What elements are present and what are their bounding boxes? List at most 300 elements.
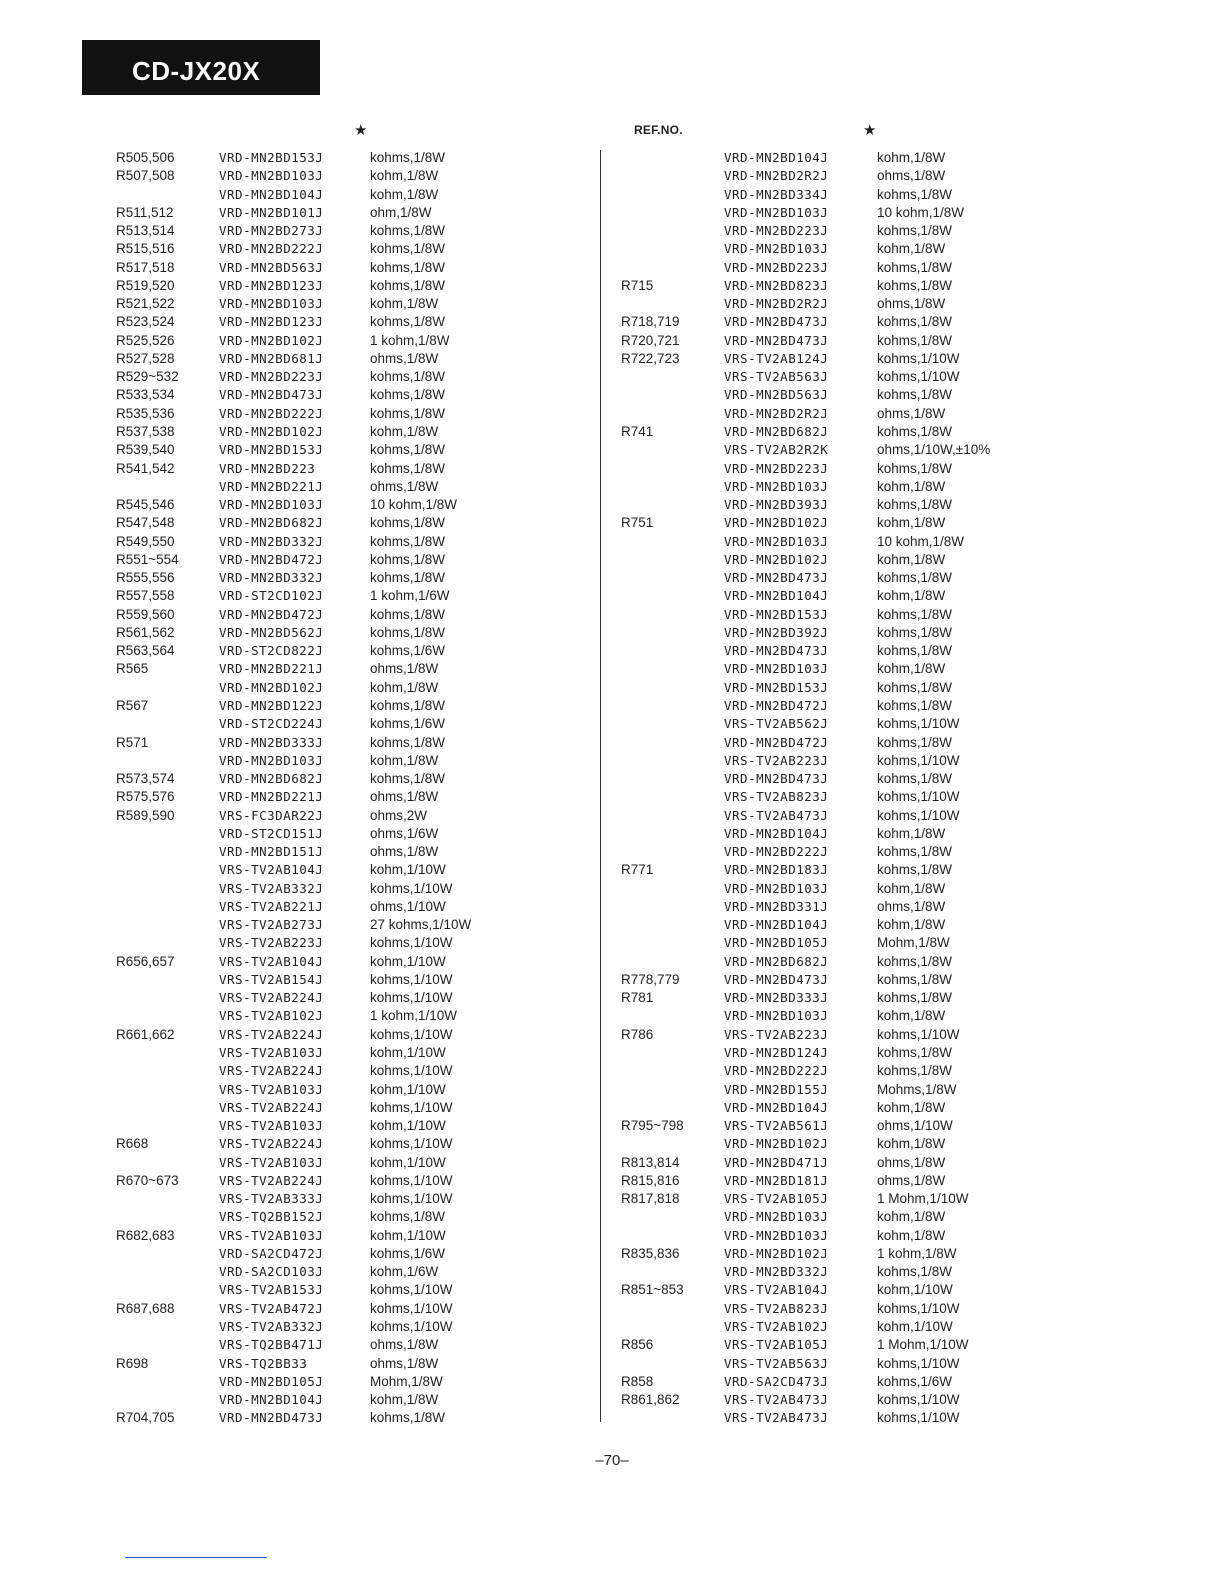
description: kohm,1/8W	[370, 296, 439, 312]
description: kohm,1/8W	[877, 1008, 946, 1024]
description: ohms,1/10W	[370, 898, 446, 914]
ref-no: R670~673	[116, 1172, 179, 1188]
description: kohms,1/10W	[877, 1410, 960, 1426]
description: ohms,1/8W	[370, 1337, 439, 1353]
parts-row	[601, 423, 1221, 441]
part-no: VRD-MN2BD333J	[219, 734, 324, 750]
part-no: VRD-MN2BD102J	[724, 1245, 829, 1261]
part-no: VRS-TV2AB102J	[724, 1319, 829, 1334]
description: kohms,1/8W	[370, 150, 446, 165]
part-no: VRS-TV2AB104J	[724, 1282, 829, 1298]
part-no: VRS-TV2AB153J	[219, 1282, 324, 1298]
part-no: VRD-MN2BD222J	[219, 405, 324, 421]
description: kohm,1/8W	[877, 515, 946, 531]
parts-row	[0, 1208, 600, 1226]
part-no: VRD-MN2BD473J	[724, 971, 829, 987]
parts-row	[0, 916, 600, 934]
description: ohms,1/8W	[877, 168, 946, 184]
parts-row	[601, 1318, 1221, 1336]
part-no: VRD-MN2BD334J	[724, 186, 829, 202]
description: kohms,1/8W	[370, 241, 446, 257]
part-no: VRD-MN2BD102J	[219, 332, 324, 348]
description: kohm,1/10W	[370, 953, 446, 969]
ref-no: R668	[116, 1136, 149, 1152]
description: kohms,1/8W	[370, 1410, 446, 1426]
parts-row	[601, 734, 1221, 752]
part-no: VRD-MN2BD123J	[219, 277, 324, 293]
ref-no: R786	[621, 1026, 654, 1042]
part-no: VRS-TV2AB103J	[219, 1045, 324, 1061]
ref-no: R563,564	[116, 643, 175, 659]
part-no: VRD-MN2BD332J	[219, 570, 324, 586]
part-no: VRS-TV2AB103J	[219, 1118, 324, 1134]
ref-no: R555,556	[116, 570, 175, 586]
description: kohm,1/6W	[370, 1264, 439, 1280]
part-no: VRS-TV2AB823J	[724, 1300, 829, 1316]
ref-no: R835,836	[621, 1245, 680, 1261]
model-title: CD-JX20X	[82, 40, 320, 95]
description: kohms,1/8W	[370, 223, 446, 239]
parts-list-right	[601, 149, 1221, 1428]
part-no: VRD-MN2BD393J	[724, 497, 829, 513]
part-no: VRD-MN2BD471J	[724, 1154, 829, 1170]
part-no: VRD-MN2BD102J	[724, 515, 829, 531]
parts-row	[601, 1245, 1221, 1263]
parts-row	[0, 1135, 600, 1153]
ref-no: R858	[621, 1373, 654, 1389]
part-no: VRD-MN2BD273J	[219, 223, 324, 239]
part-no: VRS-TV2AB154J	[219, 971, 324, 987]
part-no: VRD-MN2BD103J	[219, 296, 324, 312]
part-no: VRD-MN2BD153J	[724, 679, 829, 695]
ref-no: R559,560	[116, 606, 175, 622]
description: kohms,1/8W	[370, 1209, 446, 1225]
part-no: VRD-MN2BD122J	[219, 697, 324, 713]
description: kohms,1/8W	[877, 606, 953, 622]
description: kohm,1/10W	[370, 862, 446, 878]
parts-row	[0, 1190, 600, 1208]
ref-no: R551~554	[116, 551, 179, 567]
parts-row	[0, 880, 600, 898]
parts-row	[601, 752, 1221, 770]
description: kohms,1/8W	[877, 314, 953, 330]
ref-no: R539,540	[116, 442, 175, 458]
footer-rule	[125, 1557, 267, 1558]
parts-row	[0, 423, 600, 441]
ref-no: R720,721	[621, 332, 680, 348]
description: kohms,1/8W	[877, 1063, 953, 1079]
parts-row	[601, 1062, 1221, 1080]
ref-no: R661,662	[116, 1026, 175, 1042]
ref-no: R778,779	[621, 971, 680, 987]
parts-row	[0, 1263, 600, 1281]
parts-row	[0, 551, 600, 569]
parts-row	[0, 1300, 600, 1318]
description: ohms,1/8W	[877, 1172, 946, 1188]
parts-row	[601, 496, 1221, 514]
parts-row	[0, 1245, 600, 1263]
parts-row	[0, 186, 600, 204]
parts-row	[601, 825, 1221, 843]
description: 1 kohm,1/8W	[877, 1245, 957, 1261]
description: kohm,1/10W	[877, 1319, 953, 1334]
description: 27 kohms,1/10W	[370, 917, 472, 933]
description: kohms,1/8W	[877, 697, 953, 713]
description: ohms,1/6W	[370, 825, 439, 841]
description: kohm,1/8W	[370, 752, 439, 768]
parts-row	[0, 734, 600, 752]
part-no: VRD-MN2BD222J	[219, 241, 324, 257]
part-no: VRD-MN2BD2R2J	[724, 168, 829, 184]
parts-row	[601, 715, 1221, 733]
parts-row	[601, 898, 1221, 916]
description: kohms,1/8W	[877, 734, 953, 750]
parts-row	[601, 880, 1221, 898]
ref-no: R718,719	[621, 314, 680, 330]
parts-row	[601, 240, 1221, 258]
part-no: VRS-TV2AB333J	[219, 1191, 324, 1207]
description: kohm,1/8W	[877, 1209, 946, 1225]
parts-row	[601, 1355, 1221, 1373]
description: kohms,1/8W	[877, 844, 953, 860]
description: kohms,1/10W	[370, 1136, 453, 1152]
description: kohm,1/8W	[877, 661, 946, 677]
part-no: VRD-MN2BD104J	[724, 588, 829, 604]
ref-no: R527,528	[116, 350, 175, 366]
part-no: VRD-MN2BD223J	[724, 223, 829, 239]
description: kohms,1/10W	[877, 1300, 960, 1316]
description: ohms,1/10W	[877, 1118, 953, 1134]
part-no: VRD-MN2BD472J	[724, 697, 829, 713]
description: kohms,1/8W	[877, 643, 953, 659]
parts-row	[0, 259, 600, 277]
description: ohms,1/8W	[370, 789, 439, 805]
description: kohms,1/8W	[370, 442, 446, 458]
description: kohm,1/8W	[877, 478, 946, 494]
part-no: VRS-TQ2BB471J	[219, 1337, 324, 1353]
parts-row	[0, 989, 600, 1007]
parts-row	[0, 1044, 600, 1062]
description: 1 kohm,1/6W	[370, 588, 450, 604]
parts-row	[0, 898, 600, 916]
description: kohms,1/8W	[877, 624, 953, 640]
part-no: VRD-MN2BD102J	[724, 551, 829, 567]
description: kohms,1/10W	[370, 880, 453, 896]
page-number: –70–	[595, 1452, 629, 1469]
ref-no: R861,862	[621, 1392, 680, 1408]
ref-no: R511,512	[116, 204, 174, 220]
parts-row	[601, 222, 1221, 240]
description: kohms,1/6W	[370, 716, 446, 732]
part-no: VRD-MN2BD332J	[219, 533, 324, 549]
part-no: VRD-MN2BD333J	[724, 990, 829, 1006]
parts-row	[601, 460, 1221, 478]
description: ohms,1/8W	[877, 296, 946, 312]
part-no: VRD-ST2CD224J	[219, 716, 324, 732]
part-no: VRS-TV2AB223J	[724, 1026, 829, 1042]
parts-row	[0, 953, 600, 971]
parts-row	[601, 1300, 1221, 1318]
ref-no: R851~853	[621, 1282, 684, 1298]
description: kohms,1/10W	[877, 1026, 960, 1042]
description: kohms,1/8W	[877, 423, 953, 439]
parts-row	[0, 770, 600, 788]
ref-no: R541,542	[116, 460, 175, 476]
part-no: VRD-MN2BD473J	[724, 332, 829, 348]
description: kohms,1/8W	[370, 606, 446, 622]
parts-row	[601, 788, 1221, 806]
ref-no: R741	[621, 423, 654, 439]
ref-no: R573,574	[116, 771, 175, 787]
description: ohms,1/10W,±10%	[877, 442, 991, 458]
parts-row	[0, 332, 600, 350]
part-no: VRS-TV2AB224J	[219, 990, 324, 1006]
part-no: VRD-MN2BD2R2J	[724, 405, 829, 421]
parts-row	[601, 1281, 1221, 1299]
part-no: VRD-MN2BD562J	[219, 624, 324, 640]
description: kohms,1/10W	[877, 716, 960, 732]
description: 1 Mohm,1/10W	[877, 1191, 969, 1207]
description: kohms,1/8W	[370, 570, 446, 586]
description: 10 kohm,1/8W	[877, 204, 965, 220]
part-no: VRD-MN2BD681J	[219, 350, 324, 366]
description: kohms,1/10W	[370, 990, 453, 1006]
parts-row	[0, 1355, 600, 1373]
parts-row	[0, 642, 600, 660]
refno-heading: REF.NO.	[634, 123, 683, 137]
part-no: VRD-SA2CD103J	[219, 1264, 324, 1280]
parts-row	[601, 405, 1221, 423]
parts-row	[0, 606, 600, 624]
ref-no: R817,818	[621, 1191, 680, 1207]
part-no: VRD-MN2BD222J	[724, 844, 829, 860]
description: kohm,1/8W	[877, 1136, 946, 1152]
part-no: VRD-MN2BD472J	[219, 606, 324, 622]
description: kohms,1/10W	[877, 369, 960, 385]
part-no: VRD-MN2BD223	[219, 460, 316, 476]
parts-row	[601, 1373, 1221, 1391]
description: kohms,1/8W	[877, 497, 953, 513]
description: kohms,1/8W	[370, 387, 446, 403]
description: kohms,1/8W	[370, 771, 446, 787]
part-no: VRD-MN2BD105J	[724, 935, 829, 951]
description: kohms,1/8W	[877, 679, 953, 695]
part-no: VRD-SA2CD473J	[724, 1373, 829, 1389]
description: kohms,1/8W	[370, 734, 446, 750]
part-no: VRD-MN2BD101J	[219, 204, 324, 220]
description: ohms,2W	[370, 807, 428, 823]
part-no: VRD-MN2BD105J	[219, 1373, 324, 1389]
parts-row	[0, 240, 600, 258]
part-no: VRD-ST2CD151J	[219, 825, 324, 841]
parts-row	[0, 204, 600, 222]
description: kohms,1/8W	[877, 186, 953, 202]
part-no: VRD-MN2BD104J	[219, 1392, 324, 1408]
description: kohms,1/8W	[370, 533, 446, 549]
description: kohms,1/10W	[877, 807, 960, 823]
description: kohm,1/8W	[877, 825, 946, 841]
part-no: VRD-MN2BD563J	[219, 259, 324, 275]
part-no: VRD-MN2BD103J	[724, 204, 829, 220]
part-no: VRD-MN2BD102J	[219, 679, 324, 695]
description: Mohm,1/8W	[877, 935, 950, 951]
part-no: VRD-MN2BD104J	[724, 917, 829, 933]
parts-row	[0, 405, 600, 423]
parts-row	[601, 624, 1221, 642]
parts-row	[601, 1391, 1221, 1409]
description: ohms,1/8W	[370, 1355, 439, 1371]
part-no: VRS-TV2AB221J	[219, 898, 324, 914]
description: kohms,1/10W	[370, 971, 453, 987]
parts-row	[601, 1154, 1221, 1172]
parts-row	[601, 953, 1221, 971]
part-no: VRS-TV2AB103J	[219, 1154, 324, 1170]
ref-no: R687,688	[116, 1300, 175, 1316]
ref-no: R771	[621, 862, 654, 878]
parts-row	[0, 496, 600, 514]
part-no: VRS-TV2AB224J	[219, 1136, 324, 1152]
parts-row	[601, 259, 1221, 277]
parts-row	[601, 332, 1221, 350]
parts-row	[0, 715, 600, 733]
parts-row	[601, 569, 1221, 587]
parts-row	[601, 1190, 1221, 1208]
part-no: VRD-MN2BD181J	[724, 1172, 829, 1188]
parts-row	[601, 642, 1221, 660]
star-mark-right: ★	[863, 122, 877, 139]
part-no: VRD-MN2BD221J	[219, 478, 324, 494]
part-no: VRD-ST2CD102J	[219, 588, 324, 604]
ref-no: R571	[116, 734, 149, 750]
description: ohm,1/8W	[370, 204, 432, 220]
description: 10 kohm,1/8W	[877, 533, 965, 549]
description: Mohms,1/8W	[877, 1081, 957, 1097]
part-no: VRS-TV2AB104J	[219, 862, 324, 878]
part-no: VRD-MN2BD223J	[724, 259, 829, 275]
parts-row	[0, 533, 600, 551]
part-no: VRS-TV2AB562J	[724, 716, 829, 732]
parts-row	[0, 368, 600, 386]
ref-no: R698	[116, 1355, 149, 1371]
part-no: VRD-MN2BD102J	[724, 1136, 829, 1152]
description: kohms,1/8W	[370, 314, 446, 330]
description: kohms,1/8W	[877, 1045, 953, 1061]
parts-row	[601, 660, 1221, 678]
description: kohm,1/10W	[370, 1045, 446, 1061]
parts-row	[601, 441, 1221, 459]
parts-row	[0, 313, 600, 331]
parts-row	[0, 807, 600, 825]
description: kohms,1/10W	[877, 789, 960, 805]
parts-row	[0, 1172, 600, 1190]
parts-row	[0, 587, 600, 605]
part-no: VRD-MN2BD103J	[724, 1008, 829, 1024]
part-no: VRD-MN2BD221J	[219, 789, 324, 805]
parts-row	[0, 1318, 600, 1336]
description: kohms,1/10W	[370, 1026, 453, 1042]
parts-row	[0, 478, 600, 496]
parts-row	[0, 350, 600, 368]
parts-row	[601, 989, 1221, 1007]
part-no: VRS-TV2AB473J	[724, 1392, 829, 1408]
part-no: VRD-MN2BD473J	[219, 1410, 324, 1426]
description: kohm,1/8W	[370, 186, 439, 202]
part-no: VRD-MN2BD103J	[724, 1209, 829, 1225]
ref-no: R656,657	[116, 953, 175, 969]
parts-row	[601, 149, 1221, 167]
description: Mohm,1/8W	[370, 1373, 443, 1389]
description: kohms,1/8W	[877, 387, 953, 403]
description: ohms,1/8W	[877, 405, 946, 421]
part-no: VRD-MN2BD223J	[219, 369, 324, 385]
parts-row	[601, 167, 1221, 185]
part-no: VRS-TV2AB563J	[724, 369, 829, 385]
part-no: VRD-MN2BD103J	[724, 478, 829, 494]
parts-row	[0, 971, 600, 989]
parts-row	[0, 788, 600, 806]
parts-row	[0, 660, 600, 678]
parts-row	[601, 514, 1221, 532]
part-no: VRS-TV2AB332J	[219, 880, 324, 896]
parts-row	[601, 478, 1221, 496]
description: 1 kohm,1/8W	[370, 332, 450, 348]
description: kohms,1/8W	[877, 1264, 953, 1280]
description: kohm,1/8W	[877, 917, 946, 933]
parts-row	[0, 222, 600, 240]
description: kohms,1/8W	[877, 990, 953, 1006]
part-no: VRS-TV2AB223J	[219, 935, 324, 951]
parts-row	[0, 843, 600, 861]
parts-row	[601, 807, 1221, 825]
parts-row	[601, 1208, 1221, 1226]
parts-row	[0, 441, 600, 459]
description: kohms,1/8W	[370, 515, 446, 531]
parts-row	[601, 1263, 1221, 1281]
parts-row	[0, 1026, 600, 1044]
ref-no: R507,508	[116, 168, 175, 184]
description: kohm,1/8W	[370, 168, 439, 184]
part-no: VRD-MN2BD223J	[724, 460, 829, 476]
parts-row	[0, 624, 600, 642]
parts-row	[0, 295, 600, 313]
parts-row	[601, 1135, 1221, 1153]
parts-row	[601, 350, 1221, 368]
description: kohms,1/10W	[370, 1172, 453, 1188]
parts-row	[601, 861, 1221, 879]
description: kohms,1/10W	[370, 1300, 453, 1316]
parts-list-left	[0, 149, 600, 1428]
parts-row	[601, 186, 1221, 204]
description: kohm,1/8W	[877, 880, 946, 896]
part-no: VRS-TV2AB223J	[724, 752, 829, 768]
description: kohms,1/8W	[370, 697, 446, 713]
part-no: VRD-MN2BD155J	[724, 1081, 829, 1097]
part-no: VRD-MN2BD104J	[724, 825, 829, 841]
parts-row	[601, 386, 1221, 404]
ref-no: R575,576	[116, 789, 175, 805]
ref-no: R537,538	[116, 423, 175, 439]
part-no: VRD-MN2BD472J	[219, 551, 324, 567]
description: 1 kohm,1/10W	[370, 1008, 458, 1024]
part-no: VRD-MN2BD104J	[724, 1099, 829, 1115]
parts-row	[0, 1373, 600, 1391]
part-no: VRS-TV2AB105J	[724, 1191, 829, 1207]
part-no: VRD-MN2BD104J	[219, 186, 324, 202]
part-no: VRD-MN2BD124J	[724, 1045, 829, 1061]
part-no: VRD-MN2BD823J	[724, 277, 829, 293]
description: kohm,1/10W	[370, 1154, 446, 1170]
description: kohms,1/6W	[370, 1245, 446, 1261]
